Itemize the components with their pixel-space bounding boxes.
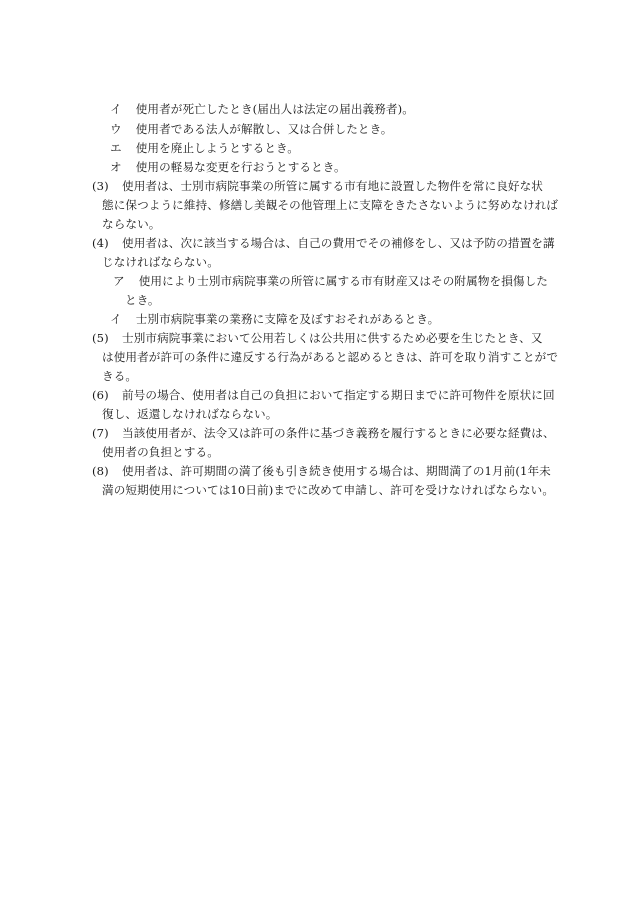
clause-6-line-2: 復し、返還しなければならない。	[102, 407, 278, 421]
item-text: 使用の軽易な変更を行おうとするとき。	[135, 160, 346, 174]
item-text: 使用者である法人が解散し、又は合併したとき。	[135, 122, 393, 136]
clause-text: 士別市病院事業において公用若しくは公共用に供するため必要を生じたとき、又	[122, 331, 543, 345]
clause-text: 当該使用者が、法令又は許可の条件に基づき義務を履行するときに必要な経費は、	[122, 426, 555, 440]
clause-3-line-1	[92, 178, 543, 194]
clause-number: (8)	[92, 464, 109, 478]
item-mark: ア	[113, 274, 125, 288]
list-item	[113, 273, 548, 289]
clause-number: (7)	[92, 426, 109, 440]
item-mark: イ	[110, 312, 122, 326]
item-text: 使用を廃止しようとするとき。	[135, 141, 299, 155]
clause-6-line-1	[92, 387, 555, 403]
list-item	[110, 101, 414, 117]
clause-text: 前号の場合、使用者は自己の負担において指定する期日までに許可物件を原状に回	[122, 388, 555, 402]
clause-4-line-1	[92, 235, 555, 251]
clause-text: 使用者は、許可期間の満了後も引き続き使用する場合は、期間満了の1月前(1年未	[122, 464, 551, 478]
clause-3-line-3: ならない。	[102, 217, 161, 231]
clause-5-line-3: きる。	[102, 369, 138, 383]
clause-3-line-2: 態に保つように維持、修繕し美観その他管理上に支障をきたさないように努めなければ	[102, 198, 559, 212]
list-item	[110, 159, 346, 175]
clause-8-line-1	[92, 463, 551, 479]
list-item	[110, 140, 299, 156]
item-text: 使用者が死亡したとき(届出人は法定の届出義務者)。	[135, 102, 414, 116]
clause-7-line-2: 使用者の負担とする。	[102, 445, 219, 459]
clause-5-line-2: は使用者が許可の条件に違反する行為があると認めるときは、許可を取り消すことがで	[102, 350, 559, 364]
clause-7-line-1	[92, 425, 555, 441]
item-mark: オ	[110, 160, 122, 174]
clause-8-line-2: 満の短期使用については10日前)までに改めて申請し、許可を受けなければならない。	[102, 483, 555, 497]
clause-4-line-2: じなければならない。	[102, 255, 219, 269]
clause-text: 使用者は、次に該当する場合は、自己の費用でその補修をし、又は予防の措置を講	[122, 236, 555, 250]
list-item-continuation: とき。	[125, 293, 160, 307]
clause-5-line-1	[92, 330, 543, 346]
item-mark: ウ	[110, 122, 122, 136]
clause-number: (6)	[92, 388, 109, 402]
clause-number: (3)	[92, 179, 109, 193]
item-mark: エ	[110, 141, 122, 155]
clause-number: (4)	[92, 236, 109, 250]
list-item	[110, 121, 393, 137]
item-mark: イ	[110, 102, 122, 116]
clause-text: 使用者は、士別市病院事業の所管に属する市有地に設置した物件を常に良好な状	[122, 179, 543, 193]
clause-number: (5)	[92, 331, 109, 345]
item-text: 士別市病院事業の業務に支障を及ぼすおそれがあるとき。	[135, 312, 440, 326]
list-item	[110, 311, 439, 327]
item-text: 使用により士別市病院事業の所管に属する市有財産又はその附属物を損傷した	[138, 274, 548, 288]
